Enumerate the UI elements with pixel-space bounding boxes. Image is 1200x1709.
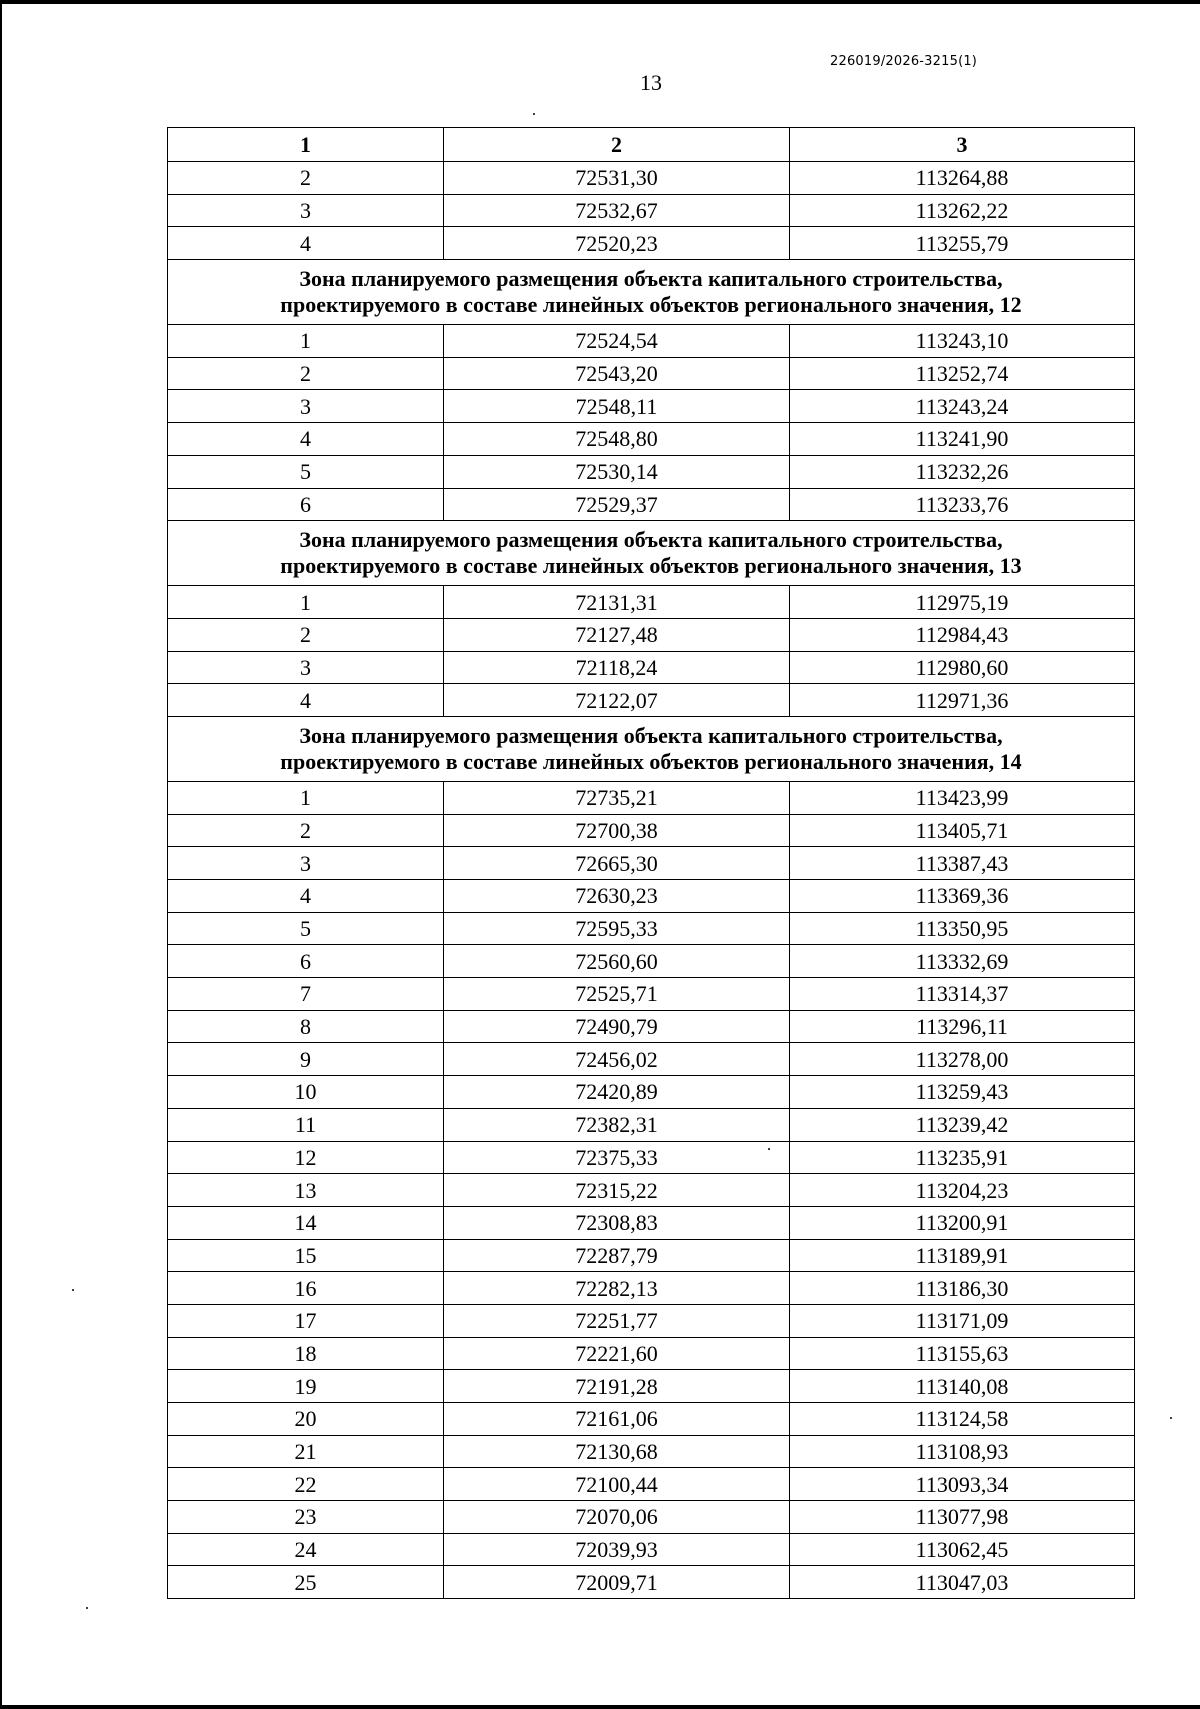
zone-heading-row <box>168 260 1135 325</box>
cell-x-coordinate: 72456,02 <box>444 1043 790 1076</box>
cell-point-number: 2 <box>168 618 444 651</box>
cell-point-number: 6 <box>168 945 444 978</box>
cell-point-number: 1 <box>168 586 444 619</box>
cell-point-number: 23 <box>168 1501 444 1534</box>
cell-x-coordinate: 72315,22 <box>444 1174 790 1207</box>
table-row <box>168 618 1135 651</box>
table-row <box>168 1174 1135 1207</box>
table-row <box>168 1206 1135 1239</box>
cell-y-coordinate: 113239,42 <box>790 1108 1135 1141</box>
cell-x-coordinate: 72665,30 <box>444 847 790 880</box>
cell-x-coordinate: 72543,20 <box>444 357 790 390</box>
cell-y-coordinate: 113314,37 <box>790 978 1135 1011</box>
cell-point-number: 10 <box>168 1076 444 1109</box>
cell-y-coordinate: 113243,24 <box>790 390 1135 423</box>
cell-point-number: 14 <box>168 1206 444 1239</box>
cell-y-coordinate: 113186,30 <box>790 1272 1135 1305</box>
cell-point-number: 5 <box>168 455 444 488</box>
table-row <box>168 651 1135 684</box>
table-header-row <box>168 128 1135 162</box>
cell-x-coordinate: 72530,14 <box>444 455 790 488</box>
table-row <box>168 423 1135 456</box>
table-row <box>168 1403 1135 1436</box>
table-row <box>168 488 1135 521</box>
cell-y-coordinate: 113296,11 <box>790 1010 1135 1043</box>
cell-point-number: 9 <box>168 1043 444 1076</box>
table-row <box>168 912 1135 945</box>
cell-x-coordinate: 72700,38 <box>444 814 790 847</box>
cell-x-coordinate: 72251,77 <box>444 1304 790 1337</box>
cell-x-coordinate: 72382,31 <box>444 1108 790 1141</box>
zone-heading-line2: проектируемого в составе линейных объектов регионального значения, 14 <box>280 748 1022 774</box>
cell-y-coordinate: 113423,99 <box>790 781 1135 814</box>
table-row <box>168 1435 1135 1468</box>
table-row <box>168 1239 1135 1272</box>
cell-point-number: 1 <box>168 781 444 814</box>
table-row <box>168 945 1135 978</box>
cell-y-coordinate: 112971,36 <box>790 684 1135 717</box>
cell-point-number: 15 <box>168 1239 444 1272</box>
cell-x-coordinate: 72100,44 <box>444 1468 790 1501</box>
zone-heading-line1: Зона планируемого размещения объекта капитального строительства, <box>299 527 1003 553</box>
scan-speck <box>1170 1417 1172 1419</box>
table-row <box>168 1010 1135 1043</box>
cell-point-number: 5 <box>168 912 444 945</box>
cell-y-coordinate: 113124,58 <box>790 1403 1135 1436</box>
cell-x-coordinate: 72630,23 <box>444 880 790 913</box>
cell-point-number: 20 <box>168 1403 444 1436</box>
cell-y-coordinate: 113062,45 <box>790 1533 1135 1566</box>
cell-y-coordinate: 113232,26 <box>790 455 1135 488</box>
cell-y-coordinate: 113140,08 <box>790 1370 1135 1403</box>
table-row <box>168 1337 1135 1370</box>
table-row <box>168 1370 1135 1403</box>
cell-y-coordinate: 113108,93 <box>790 1435 1135 1468</box>
cell-y-coordinate: 113405,71 <box>790 814 1135 847</box>
cell-y-coordinate: 113264,88 <box>790 162 1135 195</box>
cell-x-coordinate: 72520,23 <box>444 227 790 260</box>
cell-point-number: 3 <box>168 847 444 880</box>
cell-y-coordinate: 113171,09 <box>790 1304 1135 1337</box>
cell-y-coordinate: 113259,43 <box>790 1076 1135 1109</box>
table-row <box>168 162 1135 195</box>
cell-y-coordinate: 113243,10 <box>790 325 1135 358</box>
table-row <box>168 586 1135 619</box>
cell-x-coordinate: 72525,71 <box>444 978 790 1011</box>
table-row <box>168 880 1135 913</box>
cell-point-number: 2 <box>168 162 444 195</box>
cell-x-coordinate: 72122,07 <box>444 684 790 717</box>
cell-y-coordinate: 113255,79 <box>790 227 1135 260</box>
cell-point-number: 3 <box>168 390 444 423</box>
scan-speck <box>72 1289 74 1291</box>
cell-x-coordinate: 72595,33 <box>444 912 790 945</box>
table-row <box>168 978 1135 1011</box>
cell-x-coordinate: 72548,11 <box>444 390 790 423</box>
zone-heading <box>168 260 1135 325</box>
cell-y-coordinate: 113235,91 <box>790 1141 1135 1174</box>
cell-point-number: 16 <box>168 1272 444 1305</box>
cell-x-coordinate: 72308,83 <box>444 1206 790 1239</box>
cell-y-coordinate: 113093,34 <box>790 1468 1135 1501</box>
scan-edge-bottom <box>0 1705 1200 1709</box>
table-row <box>168 390 1135 423</box>
table-row <box>168 1141 1135 1174</box>
cell-point-number: 25 <box>168 1566 444 1599</box>
cell-y-coordinate: 113241,90 <box>790 423 1135 456</box>
cell-x-coordinate: 72282,13 <box>444 1272 790 1305</box>
cell-x-coordinate: 72529,37 <box>444 488 790 521</box>
scan-speck <box>533 113 535 115</box>
zone-heading-line1: Зона планируемого размещения объекта капитального строительства, <box>299 266 1003 292</box>
scan-speck <box>86 1607 88 1609</box>
table-row <box>168 814 1135 847</box>
table-row <box>168 1272 1135 1305</box>
cell-y-coordinate: 112980,60 <box>790 651 1135 684</box>
cell-y-coordinate: 113252,74 <box>790 357 1135 390</box>
cell-point-number: 13 <box>168 1174 444 1207</box>
table-row <box>168 1501 1135 1534</box>
cell-x-coordinate: 72118,24 <box>444 651 790 684</box>
table-row <box>168 325 1135 358</box>
cell-point-number: 3 <box>168 651 444 684</box>
cell-y-coordinate: 112984,43 <box>790 618 1135 651</box>
cell-point-number: 12 <box>168 1141 444 1174</box>
cell-point-number: 21 <box>168 1435 444 1468</box>
cell-point-number: 17 <box>168 1304 444 1337</box>
cell-x-coordinate: 72420,89 <box>444 1076 790 1109</box>
page-number: 13 <box>640 70 662 95</box>
table-row <box>168 1533 1135 1566</box>
table-row <box>168 1566 1135 1599</box>
cell-y-coordinate: 113155,63 <box>790 1337 1135 1370</box>
table-row <box>168 847 1135 880</box>
column-header-x: 2 <box>444 128 790 162</box>
cell-y-coordinate: 112975,19 <box>790 586 1135 619</box>
table-row <box>168 1043 1135 1076</box>
cell-x-coordinate: 72191,28 <box>444 1370 790 1403</box>
cell-y-coordinate: 113233,76 <box>790 488 1135 521</box>
cell-point-number: 4 <box>168 227 444 260</box>
cell-point-number: 18 <box>168 1337 444 1370</box>
cell-point-number: 8 <box>168 1010 444 1043</box>
cell-point-number: 1 <box>168 325 444 358</box>
table-row <box>168 1076 1135 1109</box>
cell-x-coordinate: 72127,48 <box>444 618 790 651</box>
cell-y-coordinate: 113387,43 <box>790 847 1135 880</box>
column-header-point-number: 1 <box>168 128 444 162</box>
cell-x-coordinate: 72735,21 <box>444 781 790 814</box>
cell-point-number: 7 <box>168 978 444 1011</box>
cell-x-coordinate: 72221,60 <box>444 1337 790 1370</box>
cell-x-coordinate: 72524,54 <box>444 325 790 358</box>
table-row <box>168 1108 1135 1141</box>
cell-x-coordinate: 72161,06 <box>444 1403 790 1436</box>
zone-heading-row <box>168 521 1135 586</box>
cell-x-coordinate: 72130,68 <box>444 1435 790 1468</box>
cell-x-coordinate: 72560,60 <box>444 945 790 978</box>
zone-heading <box>168 521 1135 586</box>
zone-heading <box>168 716 1135 781</box>
cell-x-coordinate: 72287,79 <box>444 1239 790 1272</box>
cell-y-coordinate: 113332,69 <box>790 945 1135 978</box>
cell-y-coordinate: 113278,00 <box>790 1043 1135 1076</box>
document-registration-number: 226019/2026-3215(1) <box>830 54 978 69</box>
table-row <box>168 781 1135 814</box>
cell-point-number: 2 <box>168 357 444 390</box>
zone-heading-line2: проектируемого в составе линейных объектов регионального значения, 12 <box>280 292 1022 318</box>
cell-x-coordinate: 72531,30 <box>444 162 790 195</box>
cell-y-coordinate: 113189,91 <box>790 1239 1135 1272</box>
coordinates-table <box>167 127 1135 1599</box>
cell-point-number: 6 <box>168 488 444 521</box>
column-header-y: 3 <box>790 128 1135 162</box>
table-row <box>168 357 1135 390</box>
zone-heading-row <box>168 716 1135 781</box>
cell-point-number: 3 <box>168 194 444 227</box>
cell-x-coordinate: 72009,71 <box>444 1566 790 1599</box>
table-row <box>168 455 1135 488</box>
table-row <box>168 1304 1135 1337</box>
scan-edge-left <box>0 0 2 1709</box>
cell-point-number: 22 <box>168 1468 444 1501</box>
cell-x-coordinate: 72375,33 <box>444 1141 790 1174</box>
cell-point-number: 4 <box>168 684 444 717</box>
cell-y-coordinate: 113262,22 <box>790 194 1135 227</box>
cell-point-number: 4 <box>168 880 444 913</box>
cell-x-coordinate: 72070,06 <box>444 1501 790 1534</box>
table-header <box>168 128 1135 162</box>
table-row <box>168 227 1135 260</box>
cell-y-coordinate: 113369,36 <box>790 880 1135 913</box>
cell-y-coordinate: 113200,91 <box>790 1206 1135 1239</box>
cell-point-number: 24 <box>168 1533 444 1566</box>
cell-x-coordinate: 72490,79 <box>444 1010 790 1043</box>
cell-y-coordinate: 113077,98 <box>790 1501 1135 1534</box>
zone-heading-line1: Зона планируемого размещения объекта капитального строительства, <box>299 722 1003 748</box>
zone-heading-line2: проектируемого в составе линейных объектов регионального значения, 13 <box>280 553 1022 579</box>
scan-edge-top <box>0 0 1200 4</box>
table-row <box>168 194 1135 227</box>
cell-y-coordinate: 113350,95 <box>790 912 1135 945</box>
cell-point-number: 2 <box>168 814 444 847</box>
cell-x-coordinate: 72548,80 <box>444 423 790 456</box>
cell-y-coordinate: 113204,23 <box>790 1174 1135 1207</box>
cell-y-coordinate: 113047,03 <box>790 1566 1135 1599</box>
cell-point-number: 11 <box>168 1108 444 1141</box>
cell-x-coordinate: 72131,31 <box>444 586 790 619</box>
cell-x-coordinate: 72532,67 <box>444 194 790 227</box>
table-row <box>168 1468 1135 1501</box>
cell-point-number: 19 <box>168 1370 444 1403</box>
cell-point-number: 4 <box>168 423 444 456</box>
table-row <box>168 684 1135 717</box>
cell-x-coordinate: 72039,93 <box>444 1533 790 1566</box>
table-body <box>168 162 1135 1599</box>
